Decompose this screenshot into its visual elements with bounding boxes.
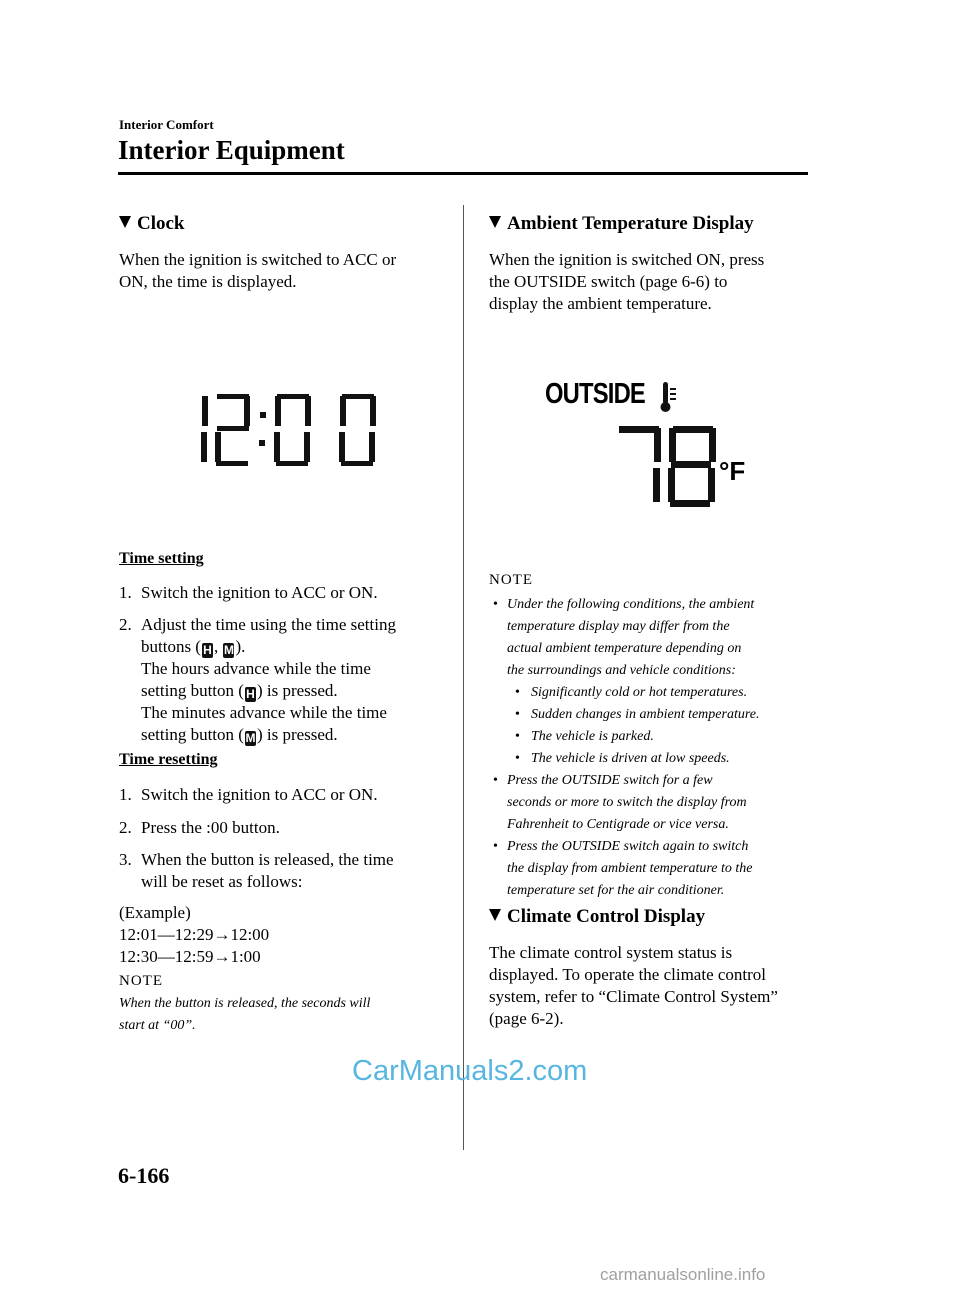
minute-button-icon: M (223, 643, 234, 657)
reset-example: (Example) 12:01―12:29→12:00 12:30―12:59→1:00 (119, 903, 270, 966)
hour-button-icon: H (203, 643, 212, 657)
temperature-unit: °F (719, 456, 746, 486)
minute-button-icon: M (245, 731, 256, 745)
time-resetting-step-1: 1. Switch the ignition to ACC or ON. (119, 785, 378, 804)
title-rule (118, 172, 808, 175)
ambient-display-illustration (543, 378, 763, 518)
note-sub-bullet: • The vehicle is driven at low speeds. (489, 748, 819, 770)
note-bullet: • Press the OUTSIDE switch again to switch the display from ambient temperature to the temperature set for the air conditioner. (489, 836, 819, 902)
time-resetting-step-2: 2. Press the :00 button. (119, 818, 280, 837)
note-sub-bullet: • Significantly cold or hot temperatures. (489, 682, 819, 704)
clock-note-label: NOTE (119, 973, 163, 989)
triangle-icon (119, 216, 131, 228)
column-divider (463, 205, 464, 1150)
triangle-icon (489, 909, 501, 921)
climate-heading: Climate Control Display (489, 906, 705, 928)
ambient-note-text (489, 594, 819, 902)
temperature-digits (611, 424, 721, 508)
time-resetting-step-3: 3. When the button is released, the time will be reset as follows: (119, 850, 394, 891)
page-title: Interior Equipment (118, 135, 345, 165)
note-sub-bullet: • Sudden changes in ambient temperature. (489, 704, 819, 726)
outside-label: OUTSIDE (545, 378, 645, 410)
clock-heading: Clock (119, 213, 185, 235)
ambient-intro: When the ignition is switched ON, press the OUTSIDE switch (page 6-6) to display the ambient temperature. (489, 250, 765, 313)
ambient-note-label: NOTE (489, 572, 533, 588)
watermark: CarManuals2.com (352, 1055, 588, 1087)
watermark-footer: carmanualsonline.info (600, 1265, 766, 1284)
thermometer-icon (658, 380, 678, 414)
hour-button-icon: H (246, 687, 255, 701)
note-sub-bullet: • The vehicle is parked. (489, 726, 819, 748)
clock-intro: When the ignition is switched to ACC or ON, the time is displayed. (119, 250, 397, 291)
clock-display-illustration (195, 390, 390, 470)
triangle-icon (489, 216, 501, 228)
section-label: Interior Comfort (119, 117, 214, 132)
time-setting-step-1: 1. Switch the ignition to ACC or ON. (119, 583, 378, 602)
page-number: 6-166 (118, 1163, 170, 1188)
ambient-heading: Ambient Temperature Display (489, 213, 754, 235)
note-bullet: • Press the OUTSIDE switch for a few seconds or more to switch the display from Fahrenheit to Centigrade or vice versa. (489, 770, 819, 836)
time-resetting-heading: Time resetting (119, 751, 218, 768)
clock-note-text: When the button is released, the seconds will start at “00”. (119, 996, 371, 1033)
time-setting-heading: Time setting (119, 550, 204, 567)
climate-text: The climate control system status is displayed. To operate the climate control system, refer to “Climate Control System” (page 6-2). (489, 943, 778, 1028)
time-setting-step-2: 2. Adjust the time using the time setting buttons ( H , M). The hours advance while the time setting button ( H ) is pressed. The minutes advance while the time setting button ( M) is pressed. (119, 615, 396, 745)
note-bullet: • Under the following conditions, the ambient temperature display may differ from the actual ambient temperature depending on the surroundings and vehicle conditions: (489, 594, 819, 682)
